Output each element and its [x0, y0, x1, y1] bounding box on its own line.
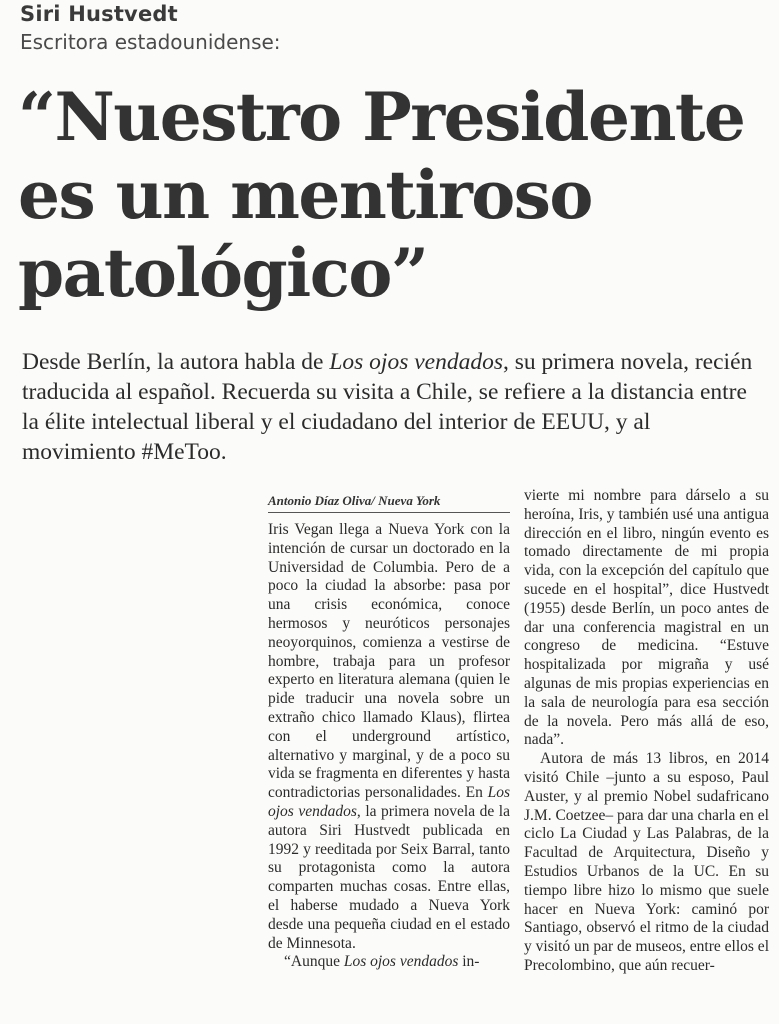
headline-line: patológico” [18, 234, 428, 312]
deck-book-title: Los ojos vendados [329, 349, 503, 375]
headline-line: “Nuestro Presidente [18, 78, 745, 156]
author-description: Escritora estadounidense: [20, 30, 281, 54]
byline-rule [268, 493, 510, 513]
byline: Antonio Díaz Oliva/ Nueva York [268, 493, 441, 508]
deck-text: , su primera novela, recién traducida al español. Recuerda su visita a Chile, se refiere a la distancia entre la élite intelectual liberal y el ciudadano del interior de EEUU, y al movimiento #MeToo. [22, 349, 753, 465]
body-book-title: Los ojos vendados [343, 953, 459, 971]
author-name: Siri Hustvedt [20, 2, 178, 26]
body-paragraph [268, 521, 510, 953]
body-text: in- [458, 953, 480, 971]
body-paragraph: vierte mi nombre para dárselo a su heroína, Iris, y también usé una antigua dirección en el libro, ningún evento es tomado directamente de mi propia vida, con la excepción del capítulo que sucede en el hospital”, dice Hustvedt (1955) desde Berlín, un poco antes de dar una conferencia magistral en un congreso de medicina. “Estuve hospitalizada por migraña y usé algunas de mis propias experiencias en la sala de neurología para esa sección de la novela. Pero más allá de eso, nada”. [524, 487, 769, 749]
body-paragraph [268, 953, 510, 972]
body-text: , la primera novela de la autora Siri Hustvedt publicada en 1992 y reeditada por Seix Barral, tanto su protagonista como la autora comparten muchas cosas. Entre ellas, el haberse mudado a Nueva York desde una pequeña ciudad en el estado de Minnesota. [268, 802, 510, 952]
deck-summary [22, 347, 767, 467]
headline [18, 78, 768, 312]
body-column-1 [268, 521, 510, 972]
body-paragraph: Autora de más 13 libros, en 2014 visitó Chile –junto a su esposo, Paul Auster, y al premio Nobel sudafricano J.M. Coetzee– para dar una charla en el ciclo La Ciudad y Las Palabras, de la Facultad de Arquitectura, Diseño y Estudios Urbanos de la UC. En su tiempo libre hizo lo mismo que suele hacer en Nueva York: caminó por Santiago, observó el ritmo de la ciudad y visitó un par de museos, entre ellos el Precolombino, que aún recuer- [524, 750, 769, 974]
body-text: Iris Vegan llega a Nueva York con la intención de cursar un doctorado en la Universidad de Columbia. Pero de a poco la ciudad la absorbe: pasa por una crisis económica, conoce hermosos y neuróticos personajes neoyorquinos, comienza a vestirse de hombre, trabaja para un profesor experto en literatura alemana (quien le pide traducir una novela sobre un extraño chico llamado Klaus), flirtea con el underground artístico, alternativo y marginal, y de a poco su vida se fragmenta en diferentes y hasta contradictorias personalidades. En [268, 521, 510, 802]
body-column-2 [524, 487, 769, 976]
body-book-title: Los ojos vendados [268, 784, 510, 820]
body-text: “Aunque [284, 953, 344, 971]
headline-line: es un mentiroso [18, 156, 592, 234]
deck-text: Desde Berlín, la autora habla de [22, 349, 330, 375]
